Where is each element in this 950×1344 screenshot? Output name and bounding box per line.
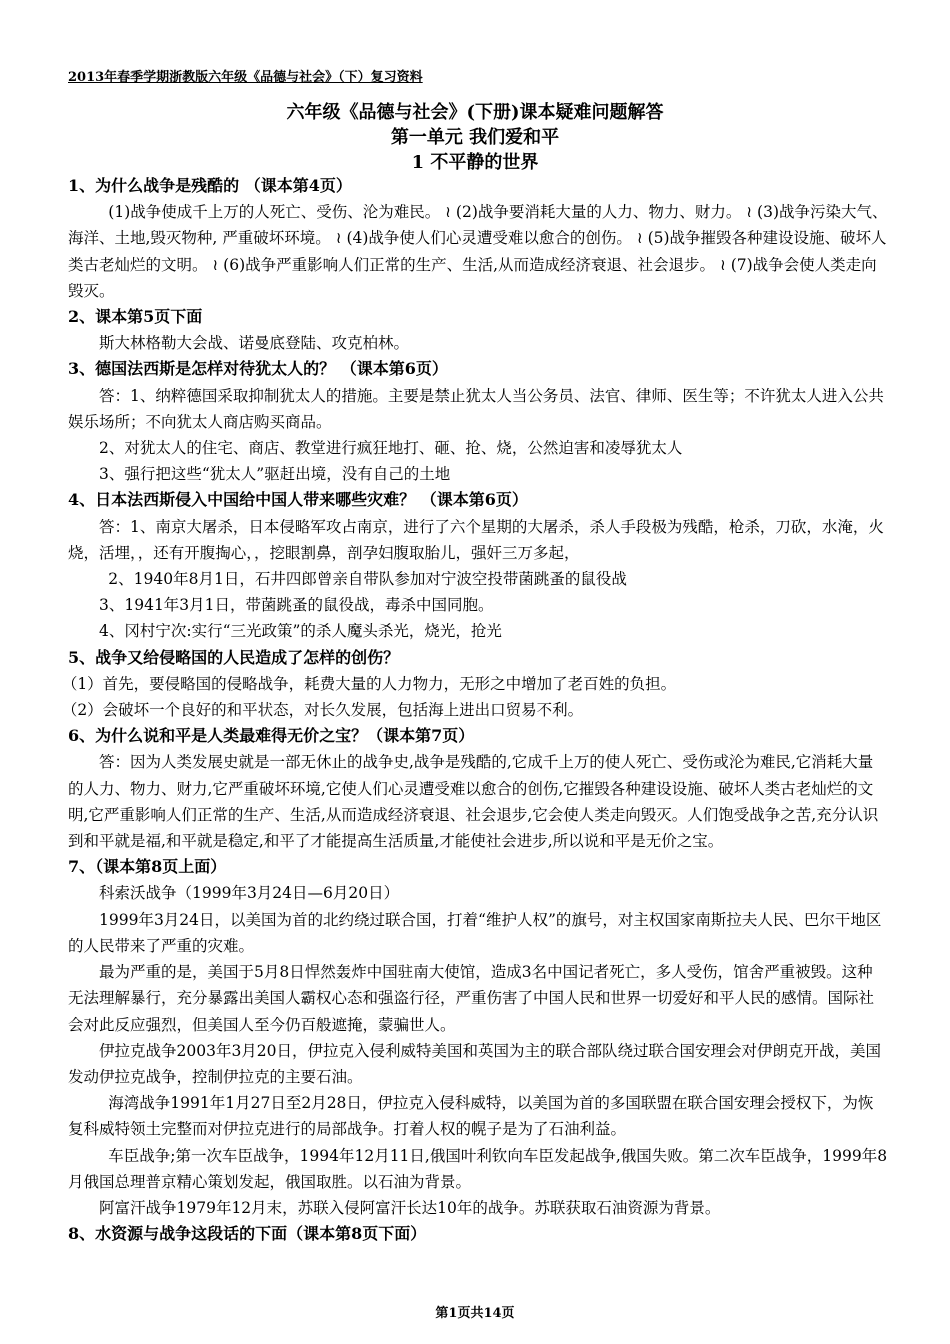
question-heading: 6、为什么说和平是人类最难得无价之宝？（课本第7页） xyxy=(68,726,475,746)
answer-paragraph: 车臣战争;第一次车臣战争，1994年12月11日,俄国叶利钦向车臣发起战争,俄国失败。第二次车臣战争，1999年8月俄国总理普京精心策划发起，俄国取胜。以石油为背景。 xyxy=(68,1146,888,1191)
answer-paragraph: 科索沃战争（1999年3月24日—6月20日） xyxy=(99,884,400,903)
answer-paragraph: 1999年3月24日，以美国为首的北约绕过联合国，打着“维护人权”的旗号，对主权国家南斯拉夫人民、巴尔干地区的人民带来了严重的灾难。 xyxy=(68,910,882,955)
answer-paragraph: 斯大林格勒大会战、诺曼底登陆、攻克柏林。 xyxy=(99,334,410,353)
answer-paragraph: 4、冈村宁次:实行“三光政策”的杀人魔头杀光，烧光，抢光 xyxy=(99,622,502,641)
answer-paragraph: （2）会破坏一个良好的和平状态，对长久发展，包括海上进出口贸易不利。 xyxy=(61,701,584,720)
answer-paragraph: 2、对犹太人的住宅、商店、教堂进行疯狂地打、砸、抢、烧，公然迫害和凌辱犹太人 xyxy=(99,439,683,458)
question-heading: 8、水资源与战争这段话的下面（课本第8页下面） xyxy=(68,1224,427,1244)
question-heading: 5、战争又给侵略国的人民造成了怎样的创伤？ xyxy=(68,647,400,667)
page-footer: 第1页共14页 xyxy=(435,1306,515,1321)
answer-paragraph: 3、1941年3月1日，带菌跳蚤的鼠役战，毒杀中国同胞。 xyxy=(99,596,494,615)
lesson-title: 1 不平静的世界 xyxy=(411,152,539,173)
question-heading: 4、日本法西斯侵入中国给中国人带来哪些灾难？ （课本第6页） xyxy=(68,490,528,510)
answer-paragraph: 答：因为人类发展史就是一部无休止的战争史,战争是残酷的,它成千上万的使人死亡、受伤或沦为难民,它消耗大量的人力、物力、财力,它严重破坏环境,它使人们心灵遭受难以愈合的创伤,它摧毁各种建设设施、破坏人类古老灿烂的文明,它严重影响人们正常的生产、生活,从而造成经济衰退、社会退步,它会使人类走向毁灭。人们饱受战争之苦,充分认识到和平就是福,和平就是稳定,和平了才能提高生活质量,才能使社会进步,所以说和平是无价之宝。 xyxy=(68,753,879,851)
document-title: 六年级《品德与社会》(下册)课本疑难问题解答 xyxy=(286,102,664,123)
answer-paragraph: 2、1940年8月1日，石井四郎曾亲自带队参加对宁波空投带菌跳蚤的鼠役战 xyxy=(108,570,627,589)
question-heading: 7、（课本第8页上面） xyxy=(68,857,227,877)
document-header: 2013年春季学期浙教版六年级《品德与社会》（下）复习资料 xyxy=(68,70,423,85)
question-heading: 3、德国法西斯是怎样对待犹太人的？ （课本第6页） xyxy=(68,359,448,379)
answer-paragraph: 3、强行把这些“犹太人”驱赶出境，没有自己的土地 xyxy=(99,465,451,484)
answer-paragraph: 答：1、南京大屠杀，日本侵略军攻占南京，进行了六个星期的大屠杀，杀人手段极为残酷，枪杀，刀砍，水淹，火烧，活埋，，还有开腹掏心，，挖眼割鼻，剖孕妇腹取胎儿，强奸三万多起， xyxy=(68,517,884,562)
document-body xyxy=(61,173,888,1247)
answer-paragraph: 伊拉克战争2003年3月20日，伊拉克入侵利威特美国和英国为主的联合部队绕过联合国安理会对伊朗克开战，美国发动伊拉克战争，控制伊拉克的主要石油。 xyxy=(68,1041,882,1086)
answer-paragraph: 阿富汗战争1979年12月末，苏联入侵阿富汗长达10年的战争。苏联获取石油资源为背景。 xyxy=(99,1198,721,1217)
answer-paragraph: (1)战争使成千上万的人死亡、受伤、沦为难民。 ≀ (2)战争要消耗大量的人力、物力、财力。 ≀ (3)战争污染大气、海洋、土地,毁灭物种, 严重破坏环境。 ≀ (4)战争使人们心灵遭受难以愈合的创伤。 ≀ (5)战争摧毁各种建设设施、破坏人类古老灿烂的文明。 ≀ (6)战争严重影响人们正常的生产、生活,从而造成经济衰退、社会退步。 ≀ (7)战争会使人类走向毁灭。 xyxy=(68,203,888,300)
question-heading: 1、为什么战争是残酷的 （课本第4页） xyxy=(68,176,352,195)
answer-paragraph: （1）首先，要侵略国的侵略战争，耗费大量的人力物力，无形之中增加了老百姓的负担。 xyxy=(61,674,677,693)
unit-title: 第一单元 我们爱和平 xyxy=(390,127,560,148)
question-heading: 2、课本第5页下面 xyxy=(68,307,203,327)
answer-paragraph: 答：1、纳粹德国采取抑制犹太人的措施。主要是禁止犹太人当公务员、法官、律师、医生等；不许犹太人进入公共娱乐场所；不向犹太人商店购买商品。 xyxy=(68,386,884,431)
answer-paragraph: 海湾战争1991年1月27日至2月28日，伊拉克入侵科威特，以美国为首的多国联盟在联合国安理会授权下，为恢复科威特领土完整而对伊拉克进行的局部战争。打着人权的幌子是为了石油利益。 xyxy=(68,1094,874,1139)
answer-paragraph: 最为严重的是，美国于5月8日悍然轰炸中国驻南大使馆，造成3名中国记者死亡，多人受伤，馆舍严重被毁。这种无法理解暴行，充分暴露出美国人霸权心态和强盗行径，严重伤害了中国人民和世界一切爱好和平人民的感情。国际社会对此反应强烈，但美国人至今仍百般遮掩，蒙骗世人。 xyxy=(68,963,875,1034)
